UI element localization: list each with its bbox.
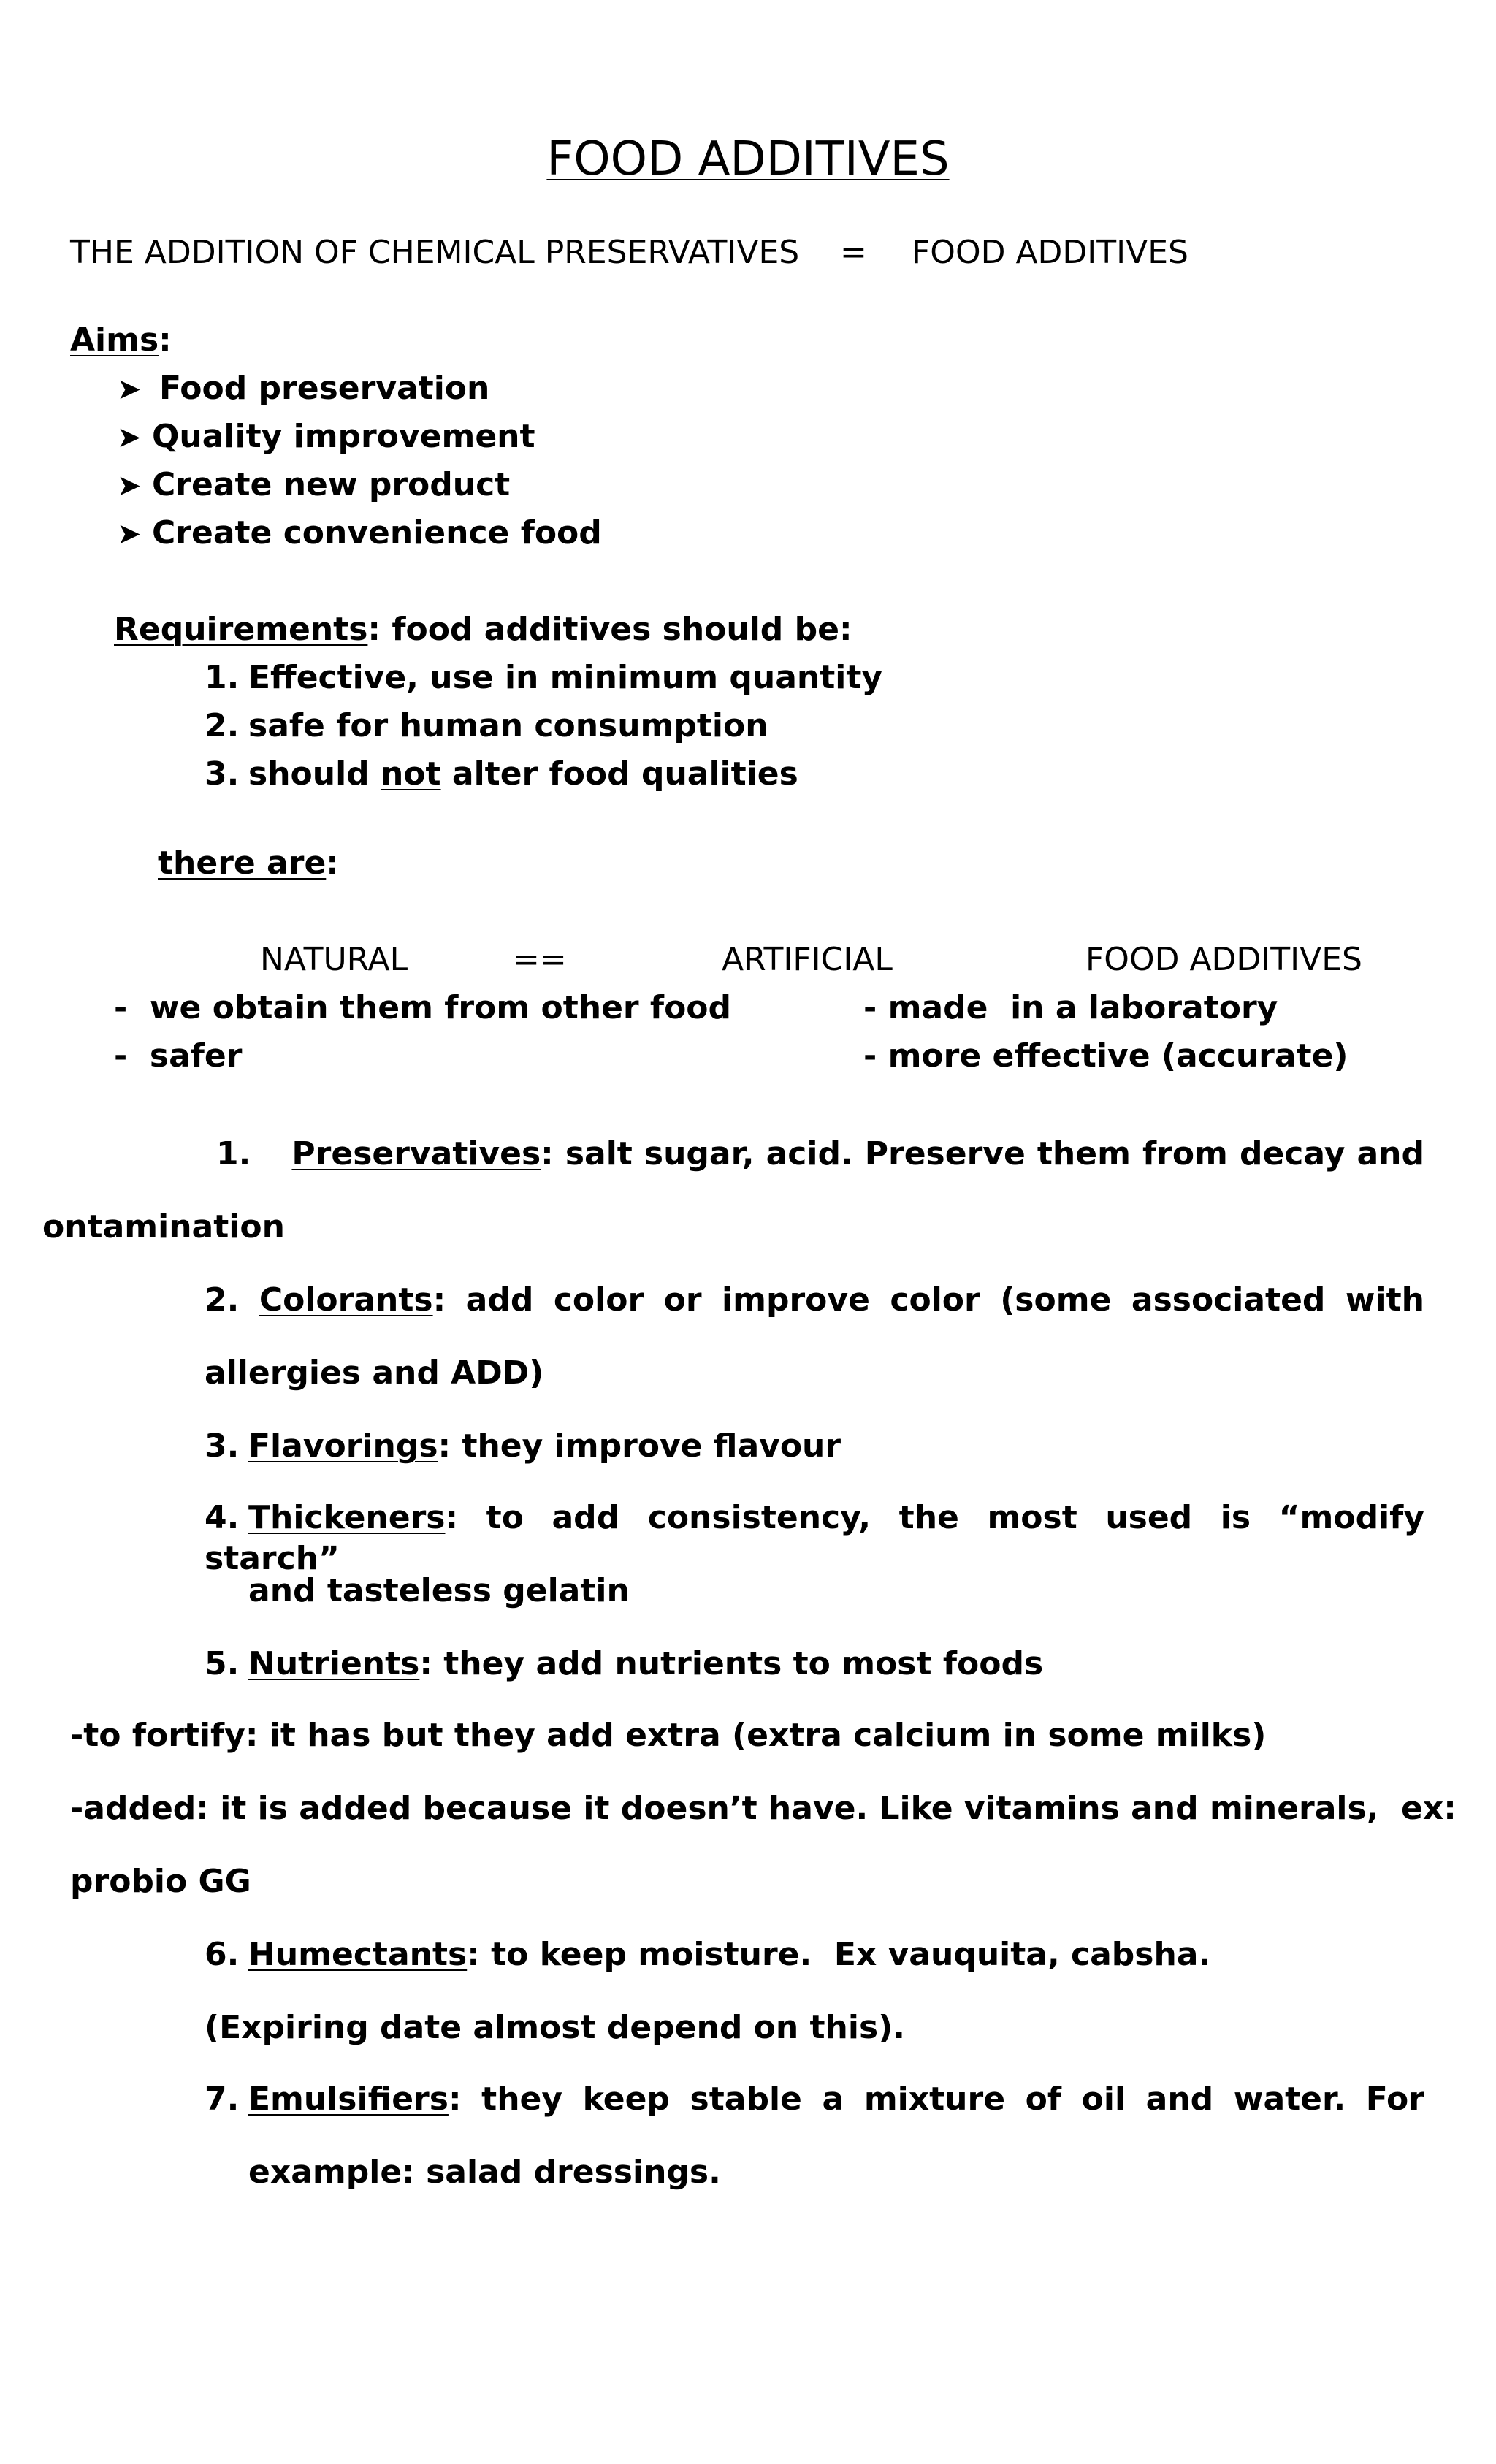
category-flavorings: [205, 1426, 841, 1467]
category-name: Preservatives: [291, 1135, 541, 1172]
category-number: 1.: [216, 1135, 251, 1172]
requirements-heading: [114, 609, 852, 650]
requirement-item: [205, 657, 882, 698]
there-are-heading: [158, 843, 339, 884]
requirement-number: 3.: [205, 755, 240, 793]
category-number: 2.: [205, 1281, 240, 1319]
arrowhead-bullet-icon: ➤: [117, 517, 142, 551]
aims-item: [117, 368, 489, 410]
category-colorants: [205, 1280, 1424, 1321]
requirement-item: [205, 706, 768, 747]
category-text: : to keep moisture. Ex vauquita, cabsha.: [467, 1936, 1211, 1973]
aims-item: [117, 513, 602, 554]
arrowhead-bullet-icon: ➤: [117, 373, 142, 406]
category-name: Thickeners: [248, 1499, 446, 1536]
aims-item-text: Create convenience food: [152, 514, 602, 552]
fortify-note: -to fortify: it has but they add extra (extra calcium in some milks): [70, 1717, 1267, 1754]
types-equals: ==: [513, 941, 567, 978]
category-name: Humectants: [248, 1936, 468, 1973]
category-humectants: [205, 1934, 1210, 1975]
category-name: Emulsifiers: [248, 2080, 449, 2118]
added-note-text: -added: it is added because it doesn’t have. Like vitamins and minerals, ex:: [70, 1790, 1457, 1827]
category-continuation: and tasteless gelatin: [248, 1572, 630, 1609]
requirement-number: 2.: [205, 707, 240, 744]
category-text: : add color or improve color (some associated with: [432, 1281, 1424, 1319]
added-note: [70, 1788, 1457, 1829]
artificial-item: - more effective (accurate): [863, 1037, 1348, 1075]
requirement-text: safe for human consumption: [248, 707, 768, 744]
aims-item-text: Create new product: [152, 466, 511, 503]
category-thickeners: [205, 1498, 1424, 1579]
aims-item-text: Quality improvement: [152, 418, 535, 455]
requirements-rest: : food additives should be:: [367, 611, 852, 648]
category-continuation: ontamination: [42, 1208, 285, 1246]
category-text: : to add consistency, the most used is “modify starch”: [205, 1499, 1424, 1577]
requirement-number: 1.: [205, 659, 240, 696]
category-number: 5.: [205, 1645, 240, 1682]
category-preservatives: [216, 1134, 1424, 1175]
equation-left: THE ADDITION OF CHEMICAL PRESERVATIVES: [70, 234, 800, 271]
category-name: Nutrients: [248, 1645, 420, 1682]
aims-label: Aims: [70, 321, 159, 359]
category-number: 6.: [205, 1936, 240, 1973]
requirements-label: Requirements: [114, 611, 368, 648]
artificial-heading: ARTIFICIAL: [722, 941, 893, 978]
category-continuation: allergies and ADD): [205, 1354, 544, 1392]
aims-item: [117, 416, 535, 458]
aims-item-text: Food preservation: [159, 370, 490, 407]
arrowhead-bullet-icon: ➤: [117, 469, 142, 503]
page-title: FOOD ADDITIVES: [546, 132, 950, 186]
category-text: : they add nutrients to most foods: [419, 1645, 1044, 1682]
category-continuation: example: salad dressings.: [248, 2154, 721, 2191]
added-note-continuation: probio GG: [70, 1863, 251, 1900]
aims-heading: [70, 320, 172, 361]
aims-item: [117, 465, 510, 506]
category-name: Flavorings: [248, 1427, 438, 1465]
requirement-text: Effective, use in minimum quantity: [248, 659, 883, 696]
natural-item: - we obtain them from other food: [114, 989, 732, 1026]
there-are-label: there are: [158, 844, 327, 882]
category-text: : they improve flavour: [438, 1427, 842, 1465]
equation-equals: =: [840, 234, 867, 271]
natural-heading: NATURAL: [260, 941, 408, 978]
artificial-item: - made in a laboratory: [863, 989, 1278, 1026]
category-number: 3.: [205, 1427, 240, 1465]
category-number: 7.: [205, 2080, 240, 2118]
natural-item: - safer: [114, 1037, 243, 1075]
category-text: : they keep stable a mixture of oil and water. For: [448, 2080, 1424, 2118]
aims-colon: :: [159, 321, 172, 359]
category-name: Colorants: [259, 1281, 433, 1319]
there-are-colon: :: [326, 844, 339, 882]
food-additives-heading: FOOD ADDITIVES: [1085, 941, 1362, 978]
requirement-text: should: [248, 755, 381, 793]
category-nutrients: [205, 1644, 1043, 1685]
arrowhead-bullet-icon: ➤: [117, 421, 142, 454]
category-emulsifiers: [205, 2079, 1424, 2120]
requirement-item: [205, 754, 798, 795]
requirement-emphasis: not: [380, 755, 441, 793]
requirement-text: alter food qualities: [440, 755, 798, 793]
equation-right: FOOD ADDITIVES: [912, 234, 1188, 271]
category-number: 4.: [205, 1499, 240, 1536]
category-text: : salt sugar, acid. Preserve them from decay and: [541, 1135, 1424, 1172]
category-continuation: (Expiring date almost depend on this).: [205, 2009, 905, 2046]
